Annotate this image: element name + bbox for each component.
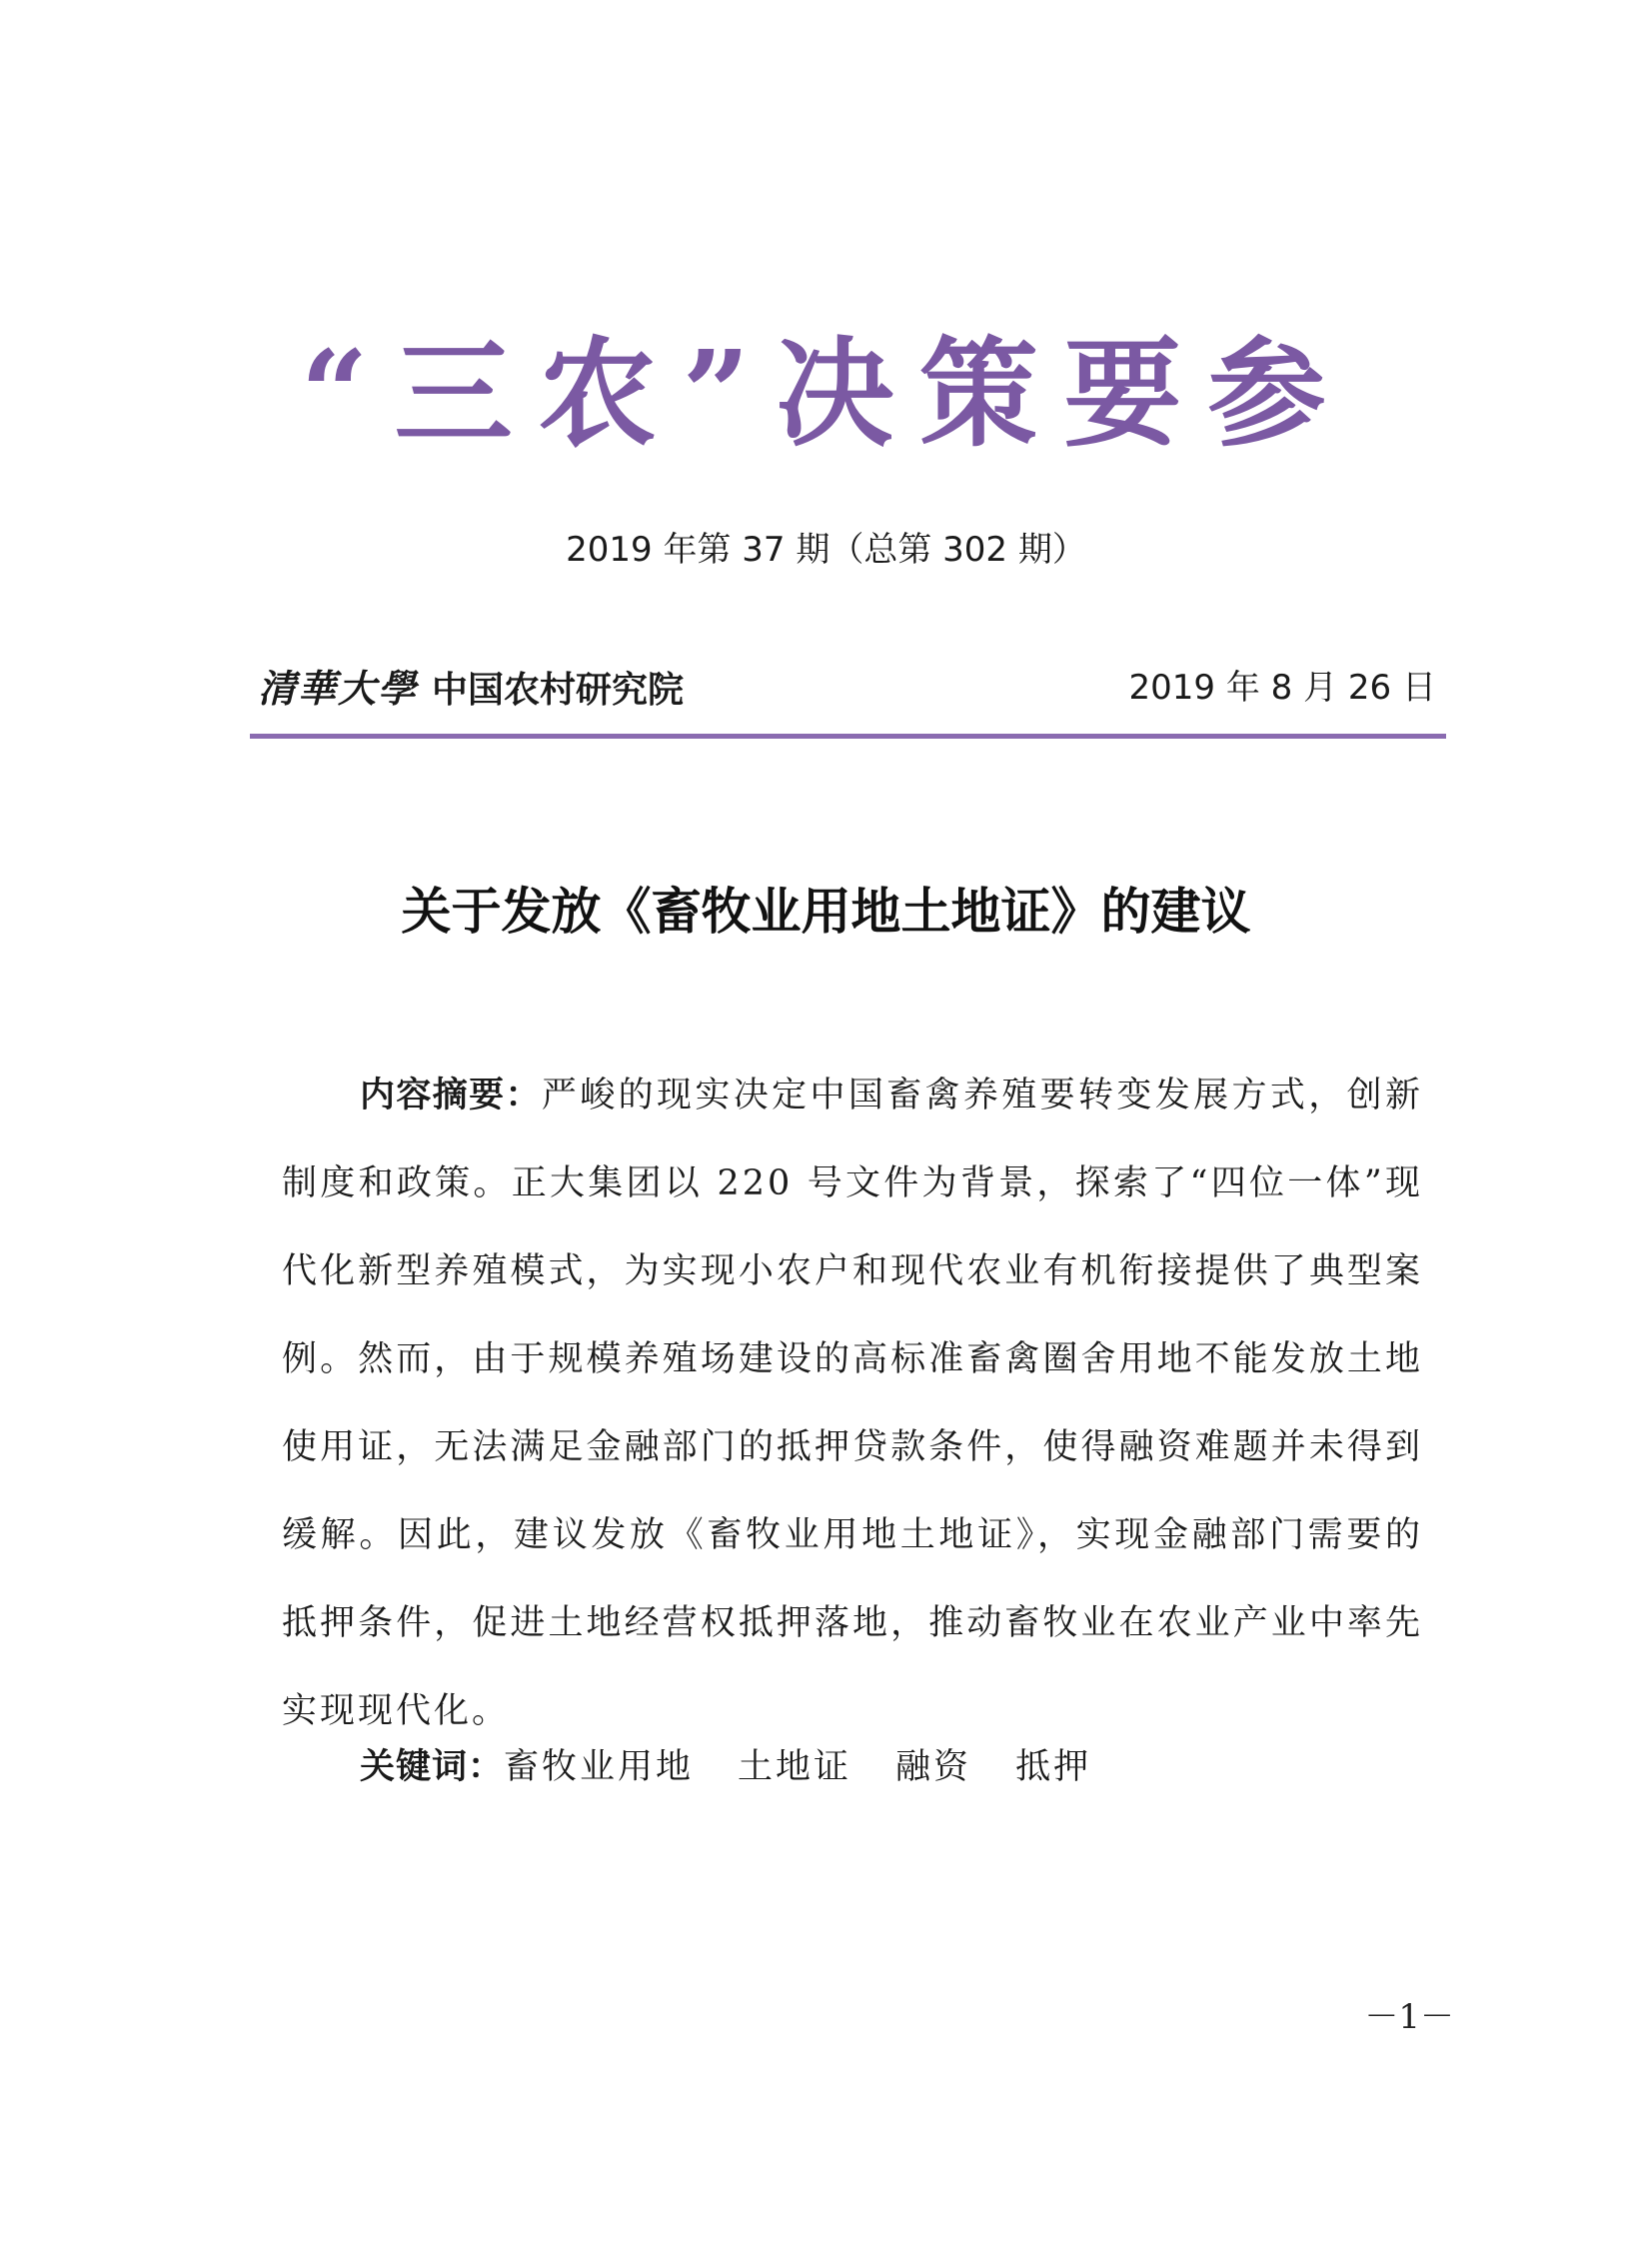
abstract-paragraph (282, 1052, 1423, 1755)
header-divider (250, 734, 1446, 739)
keyword: 抵押 (1015, 1747, 1092, 1787)
abstract-label: 内容摘要： (360, 1076, 542, 1116)
university-logo: 清華大學 (258, 666, 419, 711)
keyword: 土地证 (738, 1747, 852, 1787)
issue-number: 2019 年第 37 期（总第 302 期） (566, 530, 1086, 570)
keyword: 畜牧业用地 (504, 1747, 695, 1787)
institute-name: 中国农村研究院 (432, 669, 685, 711)
abstract-text: 严峻的现实决定中国畜禽养殖要转变发展方式，创新制度和政策。正大集团以 220 号文件为背景，探索了“四位一体”现代化新型养殖模式，为实现小农户和现代农业有机衔接提供了典型案例。然而，由于规模养殖场建设的高标准畜禽圈舍用地不能发放土地使用证，无法满足金融部门的抵押贷款条件，使得融资难题并未得到缓解。因此，建议发放《畜牧业用地土地证》，实现金融部门需要的抵押条件，促进土地经营权抵押落地，推动畜牧业在农业产业中率先实现现代化。 (282, 1076, 1423, 1731)
document-title: 关于发放《畜牧业用地土地证》的建议 (401, 882, 1251, 941)
masthead-title: “三农”决策要参 (300, 324, 1352, 463)
keyword: 融资 (895, 1747, 972, 1787)
page-number: －1－ (1364, 1997, 1454, 2037)
header-row (250, 658, 1446, 710)
keywords-label: 关键词： (360, 1747, 505, 1787)
institution-brand (258, 658, 684, 713)
publication-date: 2019 年 8 月 26 日 (1128, 668, 1436, 708)
keywords-line (360, 1739, 1135, 1789)
